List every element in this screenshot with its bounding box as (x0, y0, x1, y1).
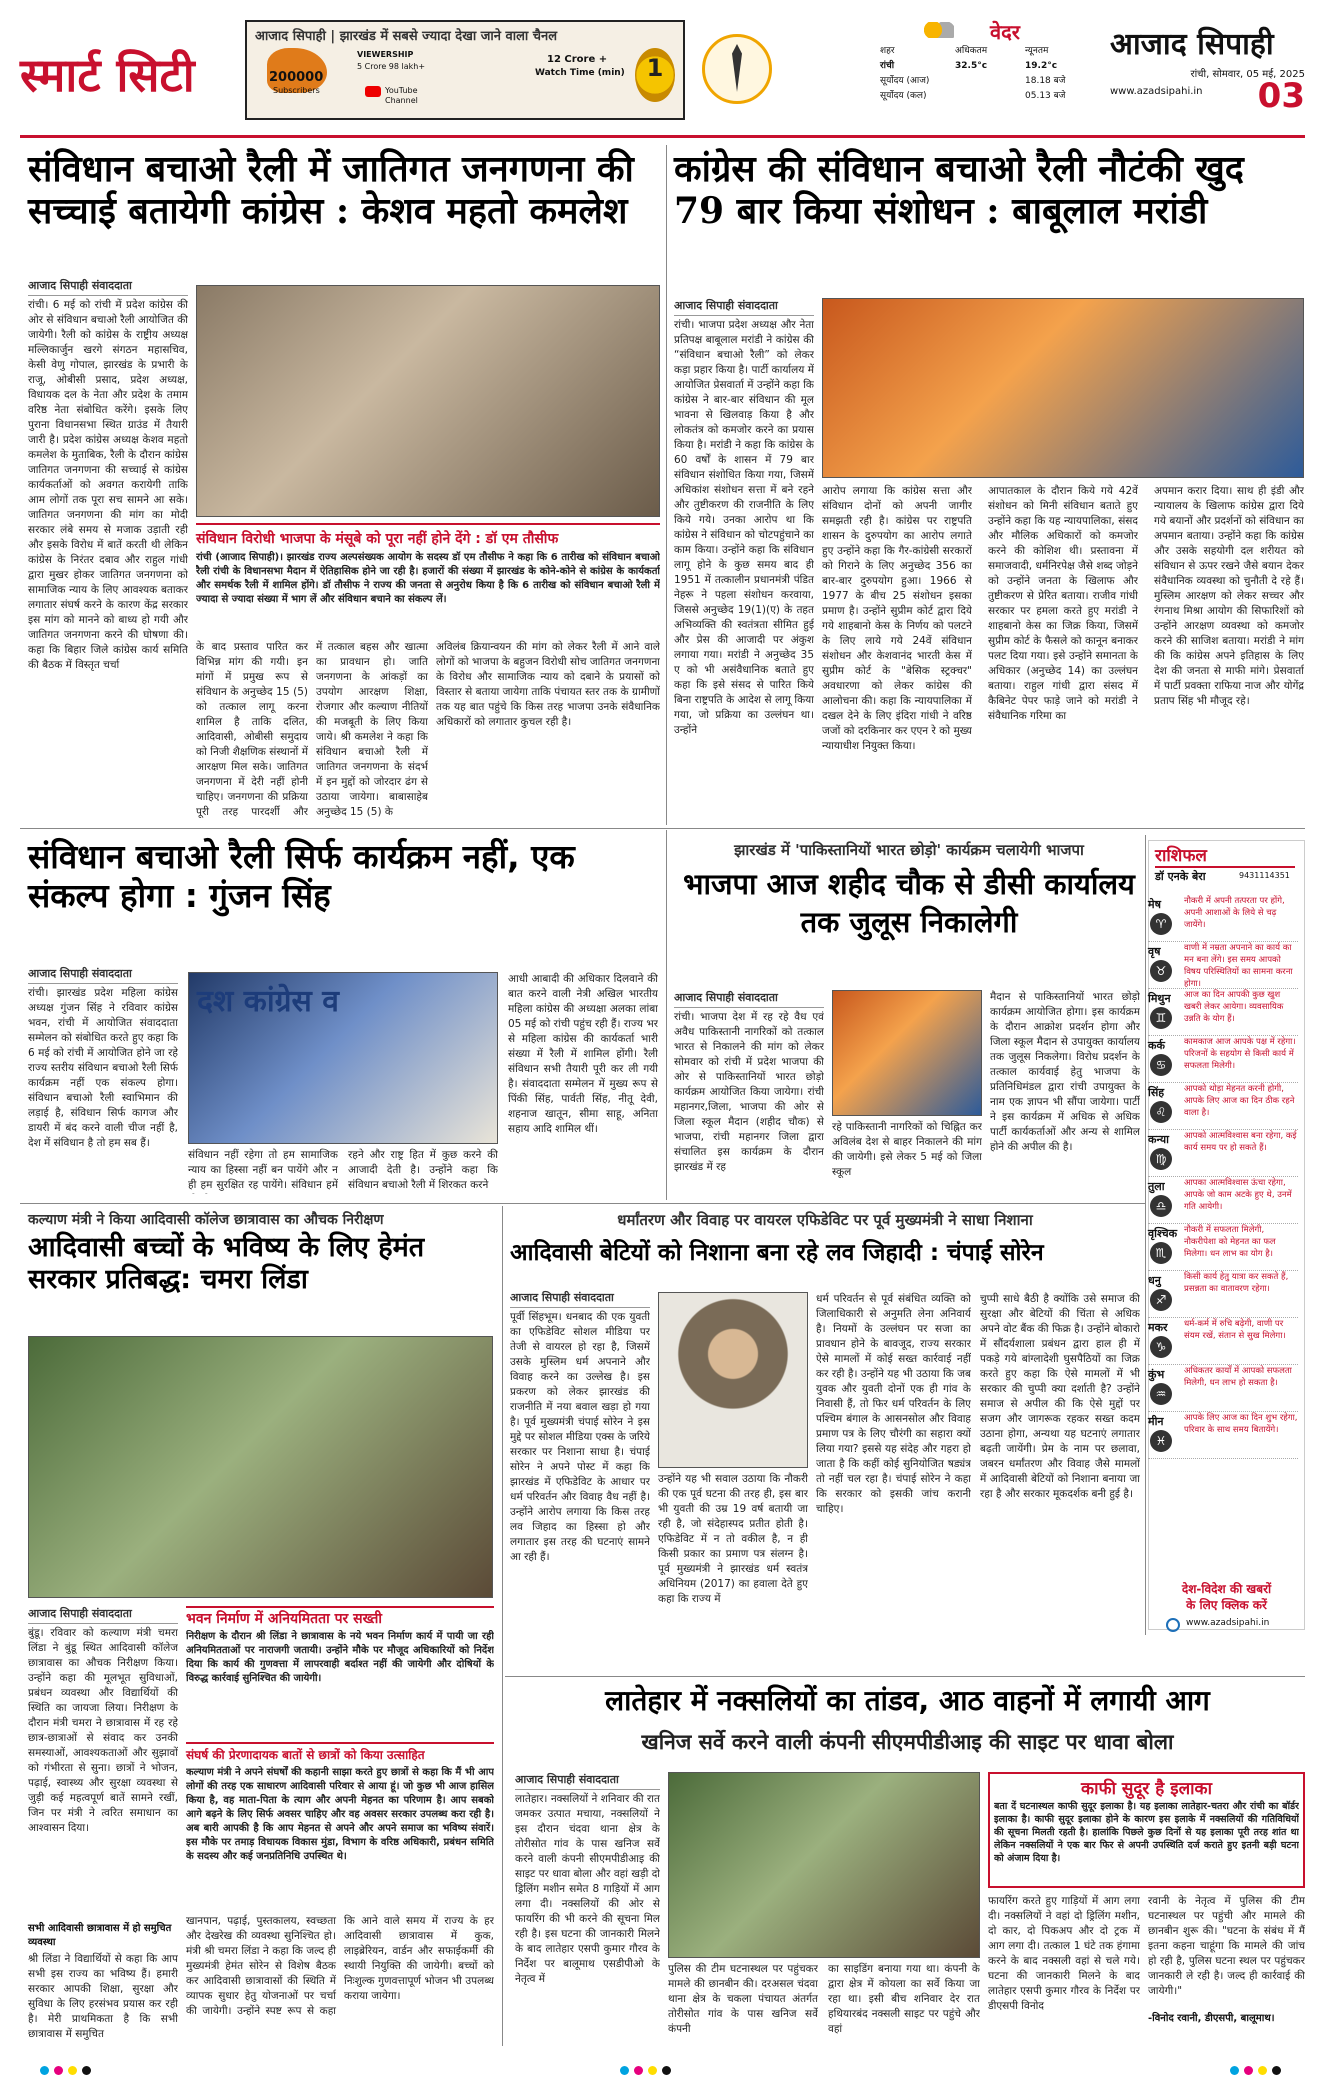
story4-body: रांची। भाजपा देश में रह रहे वैध एवं अवैध पाकिस्तानी नागरिकों को तत्काल भारत से निकालने की मांग को लेकर सोमवार को रांची में प्रदेश भाजपा की ओर से पाकिस्तानियों भारत छोड़ो कार्यक्रम आयोजित किया जायेगा। रांची महानगर,जिला, भाजपा की ओर से जिला स्कूल मैदान (शहीद चौक) से भाजपा, रांची महानगर जिला द्वारा संचालित इस कार्यक्रम के दौरान झारखंड में रह (674, 1011, 824, 1173)
ad-rank: 1 (646, 54, 664, 82)
weather-sunrise-tmw-label: सूर्योदय (कल) (880, 91, 927, 101)
rashi-row (1148, 1036, 1298, 1083)
story1-inset-headline[interactable]: संविधान विरोधी भाजपा के मंसूबे को पूरा नहीं होने देंगे : डॉ एम तौसीफ (196, 531, 559, 547)
story1-inset (196, 523, 660, 635)
channel-ad[interactable] (245, 20, 685, 120)
story3-body2: संविधान नहीं रहेगा तो हम सामाजिक न्याय का हिस्सा नहीं बन पायेंगे और न ही हम सुरक्षित रह पायेंगे। संविधान हमें (188, 1149, 338, 1191)
rashi-name: तुला (1148, 1180, 1165, 1193)
rashi-text: आपको आत्मविश्वास बना रहेगा, कई कार्य समय पर हो सकते हैं। (1184, 1131, 1297, 1153)
story3-body4: आधी आबादी की अधिकार दिलवाने की बात करने वाली नेत्री अखिल भारतीय महिला कांग्रेस की अध्यक्षा अलका लांबा 05 मई को रांची पहुंच रही हैं। राज्य भर से महिला कांग्रेस की कार्यकर्ता भारी संख्या में रैली में शामिल होंगी। रैली संविधान सभी तैयारी पूरी कर ली गयी है। संवाददाता सम्मेलन में मुख्य रूप से पिंकी सिंह, पार्वती सिंह, नीतू देवी, शहनाज खातून, सीमा साहू, अनिता सहाय आदि शामिल थीं। (508, 973, 658, 1135)
story2-body: रांची। भाजपा प्रदेश अध्यक्ष और नेता प्रतिपक्ष बाबूलाल मरांडी ने कांग्रेस की “संविधान बचाओ रैली” को लेकर कड़ा प्रहार किया है। पार्टी कार्यालय में आयोजित प्रेसवार्ता में उन्होंने कहा कि कांग्रेस ने बार-बार संविधान की मूल भावना से खिलवाड़ किया है और लोकतंत्र को कमजोर करने का प्रयास किया है। मरांडी ने कहा कि कांग्रेस के 60 वर्षों के शासन में 79 बार संविधान संशोधित किया गया, जिसमें अधिकांश संशोधन सत्ता में बने रहने और तुष्टीकरण की राजनीति के लिए किये गये। उनका आरोप था कि कांग्रेस ने संविधान को चोटपहुंचाने का काम किया। उन्होंने कहा कि संविधान लागू होने के कुछ समय बाद ही 1951 में तत्कालीन प्रधानमंत्री पंडित नेहरू ने पहला संशोधन करवाया, जिससे अनुच्छेद 19(1)(ए) के तहत अभिव्यक्ति की स्वतंत्रता सीमित हुई और प्रेस की आजादी पर अंकुश लगाया गया। मरांडी ने अनुच्छेद 35 ए को भी असंवैधानिक बताते हुए कहा कि इसे संसद से पारित किये बिना राष्ट्रपति के आदेश से लागू किया गया, जो प्रक्रिया का उल्लंघन था। उन्होंने (674, 319, 814, 736)
weather-col-min: न्यूनतम (1025, 46, 1049, 56)
section-divider-3 (505, 1676, 1305, 1677)
weather-table (880, 44, 1095, 104)
rashi-text: नौकरी में सफलता मिलेगी, नौकरीपेशा को मेहनत का फल मिलेगा। धन लाभ का योग है। (1184, 1225, 1276, 1259)
masthead (20, 20, 1305, 135)
story6-body4: चुप्पी साधे बैठी है क्योंकि उसे समाज की सुरक्षा और बेटियों की चिंता से अधिक अपने वोट बैंक की फिक्र है। उन्होंने बोकारो में सौंदर्यशाला प्रबंधन द्वारा हाल ही में पकड़े गये बांग्लादेशी घुसपैठियों का जिक्र करते हुए कहा कि ऐसे मामलों में भी सरकार की चुप्पी क्या दर्शाती है? उन्होंने समाज से अपील की कि ऐसे मुद्दों पर सजग और जागरूक रहकर सख्त कदम उठाना होगा, अन्यथा यह घटनाएं लगातार बढ़ती जायेंगी। प्रेम के नाम पर छलावा, जबरन धर्मांतरण और विवाह जैसे मामलों में आदिवासी बेटियों को निशाना बनाया जा रहा है और सरकार मूकदर्शक बनी हुई है। (980, 1293, 1140, 1500)
story7-box (988, 1772, 1305, 1888)
zodiac-icon: ♒ (1150, 1383, 1172, 1405)
black-dot (82, 2066, 91, 2075)
website-promo[interactable] (1148, 1580, 1305, 1644)
ad-watch: 12 Crore + (547, 54, 608, 65)
ad-watch-label: Watch Time (min) (535, 68, 625, 78)
story2-headline[interactable]: कांग्रेस की संविधान बचाओ रैली नौटंकी खुद 79 बार किया संशोधन : बाबूलाल मरांडी (674, 148, 1244, 233)
page-number: 03 (1257, 76, 1305, 116)
rashi-row (1148, 1224, 1298, 1271)
story4-headline[interactable]: भाजपा आज शहीद चौक से डीसी कार्यालय तक जुलूस निकालेगी (683, 867, 1135, 939)
rashi-text: किसी कार्य हेतु यात्रा कर सकते हैं, प्रसन्नता का वातावरण रहेगा। (1184, 1272, 1289, 1294)
story5-box2-body: कल्याण मंत्री ने अपने संघर्षों की कहानी साझा करते हुए छात्रों से कहा कि मैं भी आप लोगों की तरह एक साधारण आदिवासी परिवार से आया हूं। जो कुछ भी आज हासिल किया है, वह माता-पिता के त्याग और अपनी मेहनत का परिणाम है। आप सबको आगे बढ़ने के लिए सिर्फ अवसर चाहिए और वह अवसर सरकार उपलब्ध करा रही है। अब बारी आपकी है कि आप मेहनत से अपने और अपने समाज का भविष्य संवारें। इस मौके पर तमाड़ विधायक विकास मुंडा, विभाग के वरिष्ठ अधिकारी, प्रबंधन समिति के सदस्य और कई जनप्रतिनिधि उपस्थित थे। (186, 1767, 494, 1862)
story6-kicker: धर्मांतरण और विवाह पर वायरल एफिडेविट पर पूर्व मुख्यमंत्री ने साधा निशाना (617, 1211, 1033, 1229)
zodiac-icon: ♑ (1150, 1336, 1172, 1358)
story5-sub1: सभी आदिवासी छात्रावास में हो समुचित व्यवस्था (28, 1923, 172, 1948)
story3-photo (188, 972, 498, 1144)
website[interactable]: www.azadsipahi.in (1110, 86, 1203, 97)
story6-byline: आजाद सिपाही संवाददाता (510, 1290, 650, 1308)
rashi-text: वाणी में नम्रता अपनाने का कार्य का मन बना लेंगे। इस समय आपको विषय परिस्थितियों का सामना करना होगा। (1184, 943, 1293, 989)
weather-box (880, 20, 1095, 120)
story7-body: लातेहार। नक्सलियों ने शनिवार की रात जमकर उत्पात मचाया, नक्सलियों ने इस दौरान चंदवा थाना क्षेत्र के तोरीसोत गांव के पास खनिज सर्वे करने वाली कंपनी सीएमपीडीआइ की साइट पर धावा बोला और वहां खड़ी दो ड्रिलिंग मशीन समेत 8 गाड़ियों में आग लगा दी। नक्सलियों की ओर से फायरिंग की भी करने की सूचना मिल रही है। इस घटना की जानकारी मिलने के बाद लातेहार एसपी कुमार गौरव के निर्देश पर बालूमाथ एसडीपीओ के नेतृत्व में (515, 1793, 660, 1985)
story6-photo (658, 1292, 808, 1468)
story4-photo (832, 990, 982, 1116)
print-color-marks-center (620, 2060, 700, 2072)
rashi-text: आपका आत्मविश्वास ऊंचा रहेगा, आपके जो काम अटके हुए थे, उनमें गति आयेगी। (1184, 1178, 1292, 1212)
story3-body3: रहने और राष्ट्र हित में कुछ करने की आजादी देती है। उन्होंने कहा कि संविधान बचाओ रैली में शिरकत करने (348, 1149, 498, 1191)
rashi-name: धनु (1148, 1274, 1161, 1287)
story7-headline[interactable]: लातेहार में नक्सलियों का तांडव, आठ वाहनों में लगायी आग (605, 1684, 1210, 1717)
rashi-row (1148, 895, 1298, 942)
zodiac-icon: ♌ (1150, 1101, 1172, 1123)
story2-byline: आजाद सिपाही संवाददाता (674, 298, 814, 316)
rashi-name: मिथुन (1148, 992, 1171, 1005)
story5-kicker: कल्याण मंत्री ने किया आदिवासी कॉलेज छात्रावास का औचक निरीक्षण (28, 1212, 384, 1228)
story7-subheadline: खनिज सर्वे करने वाली कंपनी सीएमपीडीआइ की साइट पर धावा बोला (641, 1730, 1174, 1754)
weather-min: 19.2°c (1025, 61, 1058, 71)
rashi-name: कर्क (1148, 1039, 1165, 1052)
story7-photo (668, 1772, 980, 1958)
story7-body2: पुलिस की टीम घटनास्थल पर पहुंचकर मामले की छानबीन की। दरअसल चंदवा थाना क्षेत्र के चकला पंचायत अंतर्गत तोरीसोत गांव के पास खनिज सर्वे कंपनी (668, 1963, 818, 2035)
story6-headline[interactable]: आदिवासी बेटियों को निशाना बना रहे लव जिहादी : चंपाई सोरेन (510, 1240, 1044, 1266)
col-divider-lower (502, 1206, 503, 2046)
story3-byline: आजाद सिपाही संवाददाता (28, 966, 178, 984)
rashi-row (1148, 942, 1298, 989)
rashi-row (1148, 1318, 1298, 1365)
story7-quote-sig: -विनोद रवानी, डीएसपी, बालूमाथ। (1148, 2013, 1275, 2024)
cyan-dot (40, 2066, 49, 2075)
story7-box-body: बता दें घटनास्थल काफी सुदूर इलाका है। यह इलाका लातेहार-चतरा और रांची का बॉर्डर इलाका है। काफी सुदूर इलाका होने के कारण इस इलाके में नक्सलियों की गतिविधियों की सूचना मिलती रहती है। हालांकि पिछले कुछ दिनों से यह इलाका पूरी तरह शांत था लेकिन नक्सलियों ने एक बार फिर से अपनी उपस्थिति दर्ज कराते हुए इतनी बड़ी घटना को अंजाम दिया है। (994, 1801, 1299, 1864)
story7-body3: का साइडिंग बनाया गया था। कंपनी के द्वारा क्षेत्र में कोयला का सर्वे किया जा रहा था। इसी बीच शनिवार देर रात हथियारबंद नक्सली साइट पर पहुंचे और वहां (828, 1963, 980, 2035)
story1-byline: आजाद सिपाही संवाददाता (28, 278, 188, 296)
story7-body5: रवानी के नेतृत्व में पुलिस की टीम घटनास्थल पर पहुंची और मामले की छानबीन शुरू की। "घटना के संबंध में मैं इतना कहना चाहूंगा कि मामले की जांच हो रही है, पुलिस घटना स्थल पर पहुंचकर जानकारी ले रही है। जल्द ही कार्रवाई की जायेगी।" (1148, 1895, 1305, 1997)
col-divider-mid (666, 830, 667, 1200)
weather-city: रांची (880, 61, 895, 71)
weather-sunrise-tmw: 05.13 बजे (1025, 91, 1066, 101)
zodiac-icon: ♊ (1150, 1007, 1172, 1029)
rashi-name: मीन (1148, 1415, 1164, 1428)
rashi-name: कुंभ (1148, 1368, 1165, 1381)
zodiac-icon: ♐ (1150, 1289, 1172, 1311)
rashi-name: वृश्चिक (1148, 1227, 1178, 1240)
print-color-marks-right (1230, 2060, 1310, 2072)
story1-photo (196, 285, 660, 517)
zodiac-icon: ♈ (1150, 913, 1172, 935)
magenta-dot (54, 2066, 63, 2075)
rashi-row (1148, 1083, 1298, 1130)
zodiac-icon: ♓ (1150, 1430, 1172, 1452)
rashi-row (1148, 989, 1298, 1036)
magenta-dot (1244, 2066, 1253, 2075)
story7-byline: आजाद सिपाही संवाददाता (515, 1772, 660, 1790)
story5-body-end: खानपान, पढ़ाई, पुस्तकालय, स्वच्छता और देखरेख की व्यवस्था सुनिश्चित हो। मंत्री श्री चमरा लिंडा ने कहा कि जल्द ही मुख्यमंत्री हेमंत सोरेन से विशेष बैठक कर आदिवासी छात्रावासों की स्थिति में व्यापक सुधार हेतु योजनाओं पर चर्चा की जायेगी। उन्होंने स्पष्ट रूप से कहा कि आने वाले समय में राज्य के हर आदिवासी छात्रावास में कुक, लाइब्रेरियन, वार्डन और सफाईकर्मी की स्थायी नियुक्ति की जायेगी। बच्चों को निःशुल्क गुणवत्तापूर्ण भोजन भी उपलब्ध कराया जायेगा। (186, 1915, 494, 2017)
rashifal-author: डॉ एनके बेरा (1155, 870, 1206, 883)
story2-body4: अपमान करार दिया। साथ ही इंडी और न्यायालय के खिलाफ कांग्रेस द्वारा दिये गये बयानों और प्रदर्शनों को संविधान का अपमान बताया। उन्होंने कहा कि कांग्रेस और उसके सहयोगी दल शरीयत को संविधान से ऊपर रखने जैसे बयान देकर संवैधानिक व्यवस्था को चुनौती दे रहे हैं। मुस्लिम आरक्षण को लेकर सच्चर और रंगनाथ मिश्रा आयोग की सिफारिशों को उन्होंने आरक्षण व्यवस्था को कमजोर करने की साजिश बताया। मरांडी ने मांग की कि कांग्रेस अपने इतिहास के लिए देश की जनता से माफी मांगे। प्रेसवार्ता में पार्टी प्रवक्ता राफिया नाज और योगेंद्र प्रताप सिंह भी मौजूद रहे। (1154, 485, 1304, 707)
story6-body: पूर्वी सिंहभूम। धनबाद की एक युवती का एफिडेविट सोशल मीडिया पर तेजी से वायरल हो रहा है, जिसमें उसके मुस्लिम धर्म अपनाने और विवाह करने का उल्लेख है। इस प्रकरण को लेकर झारखंड की राजनीति में नया बवाल खड़ा हो गया है। पूर्व मुख्यमंत्री चंपाई सोरेन ने इस मुद्दे पर सोशल मीडिया एक्स के जरिये सरकार पर निशाना साधा है। चंपाई सोरेन ने अपने पोस्ट में कहा कि झारखंड में एफिडेविट के आधार पर धर्म परिवर्तन और विवाह वैध नहीं है। उन्होंने आरोप लगाया कि किस तरह लव जिहाद का हिस्सा हो और लगातार इस तरह की घटनाएं सामने आ रही हैं। (510, 1311, 650, 1563)
black-dot (662, 2066, 671, 2075)
story1-headline[interactable]: संविधान बचाओ रैली में जातिगत जनगणना की सच्चाई बतायेगी कांग्रेस : केशव महतो कमलेश (28, 148, 634, 233)
story4-body2: रहे पाकिस्तानी नागरिकों को चिह्नित कर अविलंब देश से बाहर निकालने की मांग की जायेगी। इसे लेकर 5 मई को जिला स्कूल (832, 1121, 982, 1178)
story5-box2 (186, 1742, 494, 1910)
ad-viewership: VIEWERSHIP (357, 50, 414, 59)
zodiac-icon: ♉ (1150, 960, 1172, 982)
rashi-row (1148, 1177, 1298, 1224)
story1-body3: में तत्काल बहस और खात्मा का प्रावधान हो। जाति जनगणना के आंकड़ों का उपयोग आरक्षण शिक्षा, रोजगार और कल्याण नीतियों की मजबूती के लिए किया जाये। श्री कमलेश ने कहा कि संविधान बचाओ रैली में जातिगत जनगणना के संदर्भ में इन मुद्दों को जोरदार ढंग से उठाया जायेगा। बाबासाहेब अनुच्छेद 15 (5) के (316, 641, 428, 818)
story5-photo (28, 1336, 493, 1598)
rashi-text: आज का दिन आपकी कुछ खुश खबरी लेकर आयेगा। व्यवसायिक उन्नति के योग हैं। (1184, 990, 1284, 1024)
col-divider-top (666, 145, 667, 825)
promo-url: www.azadsipahi.in (1186, 1618, 1270, 1628)
section-divider-2 (20, 1203, 1145, 1204)
sun-cloud-icon (924, 22, 954, 38)
rashi-row (1148, 1365, 1298, 1412)
yellow-dot (648, 2066, 657, 2075)
rashi-name: वृष (1148, 945, 1161, 958)
story3-body: रांची। झारखंड प्रदेश महिला कांग्रेस अध्यक्ष गुंजन सिंह ने रविवार कांग्रेस भवन, रांची में आयोजित संवाददाता सम्मेलन को संबोधित करते हुए कहा कि 6 मई को रांची में आयोजित होने जा रहे राज्य स्तरीय संविधान बचाओ रैली सिर्फ कार्यक्रम नहीं एक संकल्प होगा। संविधान बचाओ रैली स्वाभिमान की लड़ाई है, संविधान सिर्फ कागज और डायरी में बंद करने वाली चीज नहीं है, देश में संविधान है तो हम सब हैं। (28, 987, 178, 1149)
story4-byline: आजाद सिपाही संवाददाता (674, 990, 824, 1008)
story2-body3: आपातकाल के दौरान किये गये 42वें संशोधन को मिनी संविधान बताते हुए उन्होंने कहा कि यह न्यायपालिका, संसद और मौलिक अधिकारों को कमजोर करने की कोशिश थी। प्रस्तावना में समाजवादी, धर्मनिरपेक्ष जैसे शब्द जोड़ने को उन्होंने जनता के खिलाफ और तुष्टीकरण से प्रेरित बताया। राजीव गांधी सरकार पर हमला करते हुए मरांडी ने शाहबानो केस का जिक्र किया, जिसमें सुप्रीम कोर्ट के फैसले को कानून बनाकर पलट दिया गया। इसे उन्होंने समानता के अधिकार (अनुच्छेद 14) का उल्लंघन बताया। राहुल गांधी द्वारा संसद में कैबिनेट पेपर फाड़े जाने को मरांडी ने संवैधानिक गरिमा का (988, 485, 1138, 722)
story5-body: बुंडू। रविवार को कल्याण मंत्री चमरा लिंडा ने बुंडू स्थित आदिवासी कॉलेज छात्रावास का औचक निरीक्षण किया। उन्होंने कहा की मूलभूत सुविधाओं, प्रबंधन व्यवस्था और विद्यार्थियों की स्थिति का जायजा लिया। निरीक्षण के दौरान मंत्री चमरा ने छात्रावास में रह रहे छात्र-छात्राओं से संवाद कर उनकी समस्याओं, आवश्यकताओं और सुझावों को गंभीरता से सुना। छात्रों ने भोजन, पढ़ाई, स्वास्थ्य और सुरक्षा व्यवस्था से जुड़ी कई महत्वपूर्ण बातें सामने रखीं, जिन पर मंत्री ने त्वरित समाधान का आश्वासन दिया। (28, 1627, 178, 1834)
zodiac-icon: ♎ (1150, 1195, 1172, 1217)
rashifal-title: राशिफल (1155, 843, 1295, 868)
zodiac-icon: ♏ (1150, 1242, 1172, 1264)
story6-body3: धर्म परिवर्तन से पूर्व संबंधित व्यक्ति को जिलाधिकारी से अनुमति लेना अनिवार्य है। नियमों के उल्लंघन पर सजा का प्रावधान होने के बावजूद, राज्य सरकार ऐसे मामलों में कोई सख्त कार्रवाई नहीं कर रही है। उन्होंने यह भी उठाया कि जब युवक और युवती दोनों एक ही गांव के निवासी हैं, तो फिर धर्म परिवर्तन के लिए पश्चिम बंगाल के आसनसोल और विवाह प्रमाण पत्र के लिए चौरंगी का सहारा क्यों लिया गया? इससे यह संदेह और गहरा हो जाता है कि कहीं कोई सुनियोजित षड्यंत्र तो नहीं चल रहा है। चंपाई सोरेन ने कहा कि सरकार को इसकी जांच करानी चाहिए। (816, 1293, 971, 1515)
ad-viewership-value: 5 Crore 98 lakh+ (357, 62, 426, 71)
yellow-dot (68, 2066, 77, 2075)
story5-box2-title: संघर्ष की प्रेरणादायक बातों से छात्रों को किया उत्साहित (186, 1748, 425, 1762)
story5-box1 (186, 1606, 494, 1740)
ad-top-line: आजाद सिपाही | झारखंड में सबसे ज्यादा देखा जाने वाला चैनल (255, 29, 558, 44)
story5-box1-body: निरीक्षण के दौरान श्री लिंडा ने छात्रावास के नये भवन निर्माण कार्य में पायी जा रही अनियमितताओं पर नाराजगी जतायी। उन्होंने मौके पर मौजूद अधिकारियों को निर्देश दिया कि कार्य की गुणवत्ता में लापरवाही बर्दाश्त नहीं की जायेगी और दोषियों के विरुद्ध कार्रवाई सुनिश्चित की जायेगी। (186, 1631, 494, 1684)
promo-line2: के लिए क्लिक करें (1186, 1598, 1267, 1612)
story1-body: रांची। 6 मई को रांची में प्रदेश कांग्रेस की ओर से संविधान बचाओ रैली आयोजित की जायेगी। रैली को कांग्रेस के राष्ट्रीय अध्यक्ष मल्लिकार्जुन खरगे संगठन महासचिव, केसी वेणु गोपाल, झारखंड के प्रभारी के राजू, ओबीसी प्रसाद, प्रदेश अध्यक्ष, विधायक दल के नेता और प्रदेश के तमाम वरिष्ठ नेता संबोधित करेंगे। इसके लिए पुराना विधानसभा स्थित ग्राउंड में तैयारी जारी है। प्रदेश कांग्रेस अध्यक्ष केशव महतो कमलेश के मुताबिक, रैली के दौरान कांग्रेस जातिगत जनगणना की सच्चाई से कांग्रेस कार्यकर्ताओं को अवगत करायेगी ताकि आम लोगों तक पूरा सच सामने आ सके। जातिगत जनगणना की मांग का मोदी सरकार लंबे समय से मजाक उड़ाती रही और इसके विरोध में बातें करती थी लेकिन कांग्रेस के निरंतर दबाव और राहुल गांधी द्वारा मुखर होकर जातिगत जनगणना को सामाजिक न्याय के लिए आवश्यक बताकर लगातार संघर्ष करने के कारण केंद्र सरकार इस मांग को मानने को बाध्य हो गयी और जातिगत जनगणना करने की घोषणा की। कहा कि बिहार जिले कांग्रेस कार्य समिति की बैठक में विस्तृत चर्चा (28, 299, 188, 671)
rashi-text: आपके लिए आज का दिन शुभ रहेगा, परिवार के साथ समय बितायेंगे। (1184, 1413, 1298, 1435)
zodiac-icon: ♍ (1150, 1148, 1172, 1170)
rashifal-phone: 9431114351 (1239, 871, 1290, 880)
masthead-rule (20, 135, 1305, 138)
story7-body4: फायरिंग करते हुए गाड़ियों में आग लगा दी। नक्सलियों ने वहां दो ड्रिलिंग मशीन, दो कार, दो पिकअप और दो ट्रक में आग लगा दी। तत्काल 1 घंटे तक हंगामा करने के बाद नक्सली वहां से चले गये। घटना की जानकारी मिलने के बाद लातेहार एसपी कुमार गौरव के निर्देश पर डीएसपी विनोद (988, 1895, 1140, 2012)
dateline: रांची, सोमवार, 05 मई, 2025 (1190, 69, 1305, 80)
rashi-name: कन्या (1148, 1133, 1169, 1146)
story4-kicker: झारखंड में 'पाकिस्तानियों भारत छोड़ो' कार्यक्रम चलायेगी भाजपा (734, 841, 1084, 859)
story1-body4: अविलंब क्रियान्वयन की मांग को लेकर रैली में आने वाले लोगों को भाजपा के बहुजन विरोधी सोच जातिगत जनगणना के विरोध और सामाजिक न्याय को दबाने के प्रयासों को विस्तार से बताया जायेगा ताकि पंचायत स्तर तक के ग्रामीणों तक यह बात पहुंचे कि किस तरह भाजपा उनके संवैधानिक अधिकारों को लगातार कुचल रही है। (436, 641, 660, 728)
story5-byline: आजाद सिपाही संवाददाता (28, 1606, 178, 1624)
rashi-text: धर्म-कर्म में रुचि बढ़ेगी, वाणी पर संयम रखें, संतान से सुख मिलेगा। (1184, 1319, 1286, 1341)
yellow-dot (1258, 2066, 1267, 2075)
cyan-dot (620, 2066, 629, 2075)
story3-photo-banner: दश कांग्रेस व (197, 984, 339, 1019)
ad-subscribers: 200000 (269, 70, 324, 85)
story6-body2: उन्होंने यह भी सवाल उठाया कि नौकरी की एक पूर्व घटना की तरह ही, इस बार भी युवती की उम्र 19 वर्ष बतायी जा रही है, जो संदेहास्पद प्रतीत होती है। एफिडेविट में न तो वकील है, न ही किसी प्रकार का प्रमाण पत्र संलग्न है। पूर्व मुख्यमंत्री ने झारखंड धर्म स्वतंत्र अधिनियम (2017) का हवाला देते हुए कहा कि राज्य में (658, 1473, 808, 1605)
youtube-icon (365, 86, 381, 97)
weather-col-max: अधिकतम (955, 46, 988, 56)
col-divider-rashi (1145, 835, 1146, 1635)
story1-body2: के बाद प्रस्ताव पारित कर विभिन्न मांग की गयी। इन मांगों में प्रमुख रूप से संविधान के अनुच्छेद 15 (5) को तत्काल लागू करना शामिल है ताकि दलित, आदिवासी, ओबीसी समुदाय को निजी शैक्षणिक संस्थानों में आरक्षण मिल सके। जातिगत जनगणना में देरी नहीं होनी चाहिए। जनगणना की प्रक्रिया पूरी तरह पारदर्शी और (196, 641, 308, 818)
black-dot (1272, 2066, 1281, 2075)
rashi-text: कामकाज आज आपके पक्ष में रहेगा। परिजनों के सहयोग से किसी कार्य में सफलता मिलेगी। (1184, 1037, 1296, 1071)
story1-inset-body: रांची (आजाद सिपाही)। झारखंड राज्य अल्पसंख्यक आयोग के सदस्य डॉ एम तौसीफ ने कहा कि 6 तारीख को संविधान बचाओ रैली रांची के विधानसभा मैदान में ऐतिहासिक होने जा रही है। हजारों की संख्या में झारखंड के कोने-कोने से कांग्रेस के कार्यकर्ता और समर्थक रैली में शामिल होंगे। डॉ तौसीफ ने राज्य की जनता से अनुरोध किया है कि 6 तारीख को संविधान बचाओ रैली में ज्यादा से ज्यादा संख्या में भाग लें और संविधान बचाने का संकल्प लें। (196, 552, 660, 605)
weather-sunrise: 18.18 बजे (1025, 76, 1066, 86)
promo-line1: देश-विदेश की खबरों (1181, 1582, 1272, 1596)
globe-icon (1166, 1618, 1180, 1632)
cyan-dot (1230, 2066, 1239, 2075)
rashi-name: सिंह (1148, 1086, 1165, 1099)
rashi-text: अधिकतर कार्यों में आपको सफलता मिलेगी, धन लाभ हो सकता है। (1184, 1366, 1292, 1388)
weather-title: वेदर (990, 20, 1020, 44)
ad-youtube: YouTube Channel (385, 86, 418, 105)
story5-headline[interactable]: आदिवासी बच्चों के भविष्य के लिए हेमंत सरकार प्रतिबद्ध: चमरा लिंडा (28, 1232, 425, 1295)
section-divider-1 (20, 828, 1305, 829)
story5-box1-title: भवन निर्माण में अनियमितता पर सख्ती (186, 1611, 383, 1627)
story3-headline[interactable]: संविधान बचाओ रैली सिर्फ कार्यक्रम नहीं, एक संकल्प होगा : गुंजन सिंह (28, 837, 575, 915)
rashi-row (1148, 1271, 1298, 1318)
zodiac-icon: ♋ (1150, 1054, 1172, 1076)
paper-name: आजाद सिपाही (1110, 27, 1274, 62)
rashi-text: नौकरी में अपनी तत्परता पर होंगे, अपनी आशाओं के लिये से चढ़ जायेंगे। (1184, 896, 1285, 930)
story4-body3: मैदान से पाकिस्तानियों भारत छोड़ो कार्यक्रम आयोजित होगा। इस कार्यक्रम के दौरान आक्रोश प्रदर्शन होगा और जिला स्कूल मैदान से उपायुक्त कार्यालय तक जुलूस निकलेगा। विरोध प्रदर्शन के तत्काल कार्यवाई हेतु भाजपा के प्रतिनिधिमंडल द्वारा रांची उपायुक्त के नाम एक ज्ञापन भी सौंपा जायेगा। पार्टी ने इस कार्यक्रम में अधिक से अधिक पार्टी कार्यकर्ताओं और अन्य से शामिल होने की अपील की है। (990, 991, 1140, 1153)
magenta-dot (634, 2066, 643, 2075)
weather-sunrise-label: सूर्योदय (आज) (880, 76, 930, 86)
rashi-name: मकर (1148, 1321, 1168, 1334)
ad-subscribers-label: Subscribers (273, 86, 320, 95)
rashi-row (1148, 1130, 1298, 1177)
rashi-row (1148, 1412, 1298, 1459)
story2-photo (822, 298, 1304, 478)
story5-sub1-body: श्री लिंडा ने विद्यार्थियों से कहा कि आप सभी इस राज्य का भविष्य हैं। हमारी सरकार आपकी शिक्षा, सुरक्षा और सुविधा के लिए हरसंभव प्रयास कर रही है। मेरी प्राथमिकता है कि सभी छात्रावास में समुचित (28, 1953, 178, 2040)
weather-max: 32.5°c (955, 61, 988, 71)
rashi-name: मेष (1148, 898, 1161, 911)
story2-body2: आरोप लगाया कि कांग्रेस सत्ता और संविधान दोनों को अपनी जागीर समझती रही है। कांग्रेस पर राष्ट्रपति शासन के दुरुपयोग का आरोप लगाते हुए उन्होंने कहा कि गैर-कांग्रेसी सरकारों को गिराने के लिए अनुच्छेद 356 का बार-बार दुरुपयोग हुआ। 1966 से 1977 के बीच 25 संशोधन इसका प्रमाण है। उन्होंने सुप्रीम कोर्ट द्वारा दिये गये शाहबानो केस के निर्णय को पलटने के लिए लाये गये 24वें संविधान संशोधन और केशवानंद भारती केस में सुप्रीम कोर्ट के "बेसिक स्ट्रक्चर" अवधारणा को लेकर कांग्रेस की आलोचना की। कहा कि न्यायपालिका में दखल देने के लिए इंदिरा गांधी ने वरिष्ठ जजों को दरकिनार कर एएन रे को मुख्य न्यायाधीश नियुक्त किया। (822, 485, 972, 752)
print-color-marks-left (40, 2060, 120, 2072)
story7-box-title: काफी सुदूर है इलाका (1081, 1779, 1212, 1799)
rashi-text: आपको थोड़ा मेहनत करनी होगी, आपके लिए आज का दिन ठीक रहने वाला है। (1184, 1084, 1295, 1118)
section-title: स्मार्ट सिटी (20, 48, 195, 102)
weather-col-city: शहर (880, 46, 895, 56)
